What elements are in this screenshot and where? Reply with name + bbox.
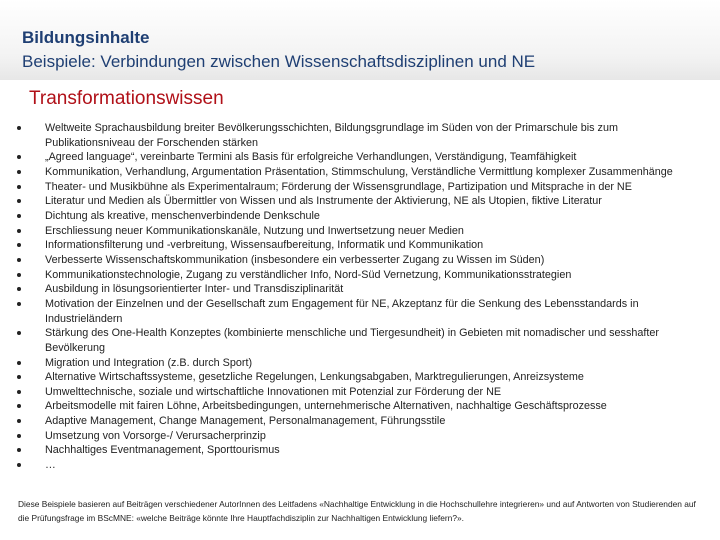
bullet-dot-icon [17,199,21,203]
bullet-dot-icon [17,361,21,365]
bullet-dot-icon [17,302,21,306]
bullet-text: Arbeitsmodelle mit fairen Löhne, Arbeitsbedingungen, unternehmerische Alternativen, nachhaltige Geschäftsprozesse [45,400,607,413]
title-area [0,0,720,80]
bullet-dot-icon [17,170,21,174]
bullet-text: Nachhaltiges Eventmanagement, Sporttourismus [45,444,280,457]
bullet-item [15,253,710,268]
bullet-dot-icon [17,448,21,452]
bullet-item [15,282,710,297]
bullet-item [15,326,710,355]
section-heading: Transformationswissen [29,88,224,109]
bullet-dot-icon [17,229,21,233]
bullet-dot-icon [17,243,21,247]
bullet-item [15,297,710,326]
bullet-item [15,356,710,371]
bullet-dot-icon [17,419,21,423]
bullet-text: Alternative Wirtschaftssysteme, gesetzliche Regelungen, Lenkungsabgaben, Marktregulierungen, Anreizsysteme [45,371,584,384]
bullet-dot-icon [17,434,21,438]
bullet-dot-icon [17,214,21,218]
bullet-item [15,399,710,414]
bullet-dot-icon [17,331,21,335]
bullet-dot-icon [17,126,21,130]
bullet-dot-icon [17,155,21,159]
bullet-item [15,224,710,239]
bullet-text: Dichtung als kreative, menschenverbindende Denkschule [45,209,320,222]
bullet-dot-icon [17,273,21,277]
bullet-item [15,180,710,195]
bullet-text: Kommunikation, Verhandlung, Argumentation Präsentation, Stimmschulung, Verständliche Vermittlung komplexer Zusammenhänge [45,165,673,178]
bullet-dot-icon [17,287,21,291]
bullet-text: „Agreed language“, vereinbarte Termini als Basis für erfolgreiche Verhandlungen, Verständigung, Teamfähigkeit [45,151,577,164]
bullet-dot-icon [17,258,21,262]
bullet-text: … [45,459,56,472]
bullet-text: Umsetzung von Vorsorge-/ Verursacherprinzip [45,429,266,442]
bullet-item [15,414,710,429]
bullet-text: Ausbildung in lösungsorientierter Inter- und Transdisziplinarität [45,283,344,296]
bullet-text: Theater- und Musikbühne als Experimentalraum; Förderung der Wissensgrundlage, Partizipation und Mitsprache in der NE [45,180,632,193]
slide-title: Bildungsinhalte [22,28,150,47]
bullet-text: Migration und Integration (z.B. durch Sport) [45,356,253,369]
bullet-item [15,194,710,209]
bullet-text: Informationsfilterung und -verbreitung, Wissensaufbereitung, Informatik und Kommunikation [45,239,484,252]
bullet-dot-icon [17,404,21,408]
bullet-item [15,165,710,180]
slide-subtitle: Beispiele: Verbindungen zwischen Wissenschaftsdisziplinen und NE [22,52,536,71]
bullet-item [15,370,710,385]
bullet-item [15,268,710,283]
bullet-dot-icon [17,375,21,379]
bullet-text: Erschliessung neuer Kommunikationskanäle, Nutzung und Inwertsetzung neuer Medien [45,224,464,237]
bullet-item [15,429,710,444]
bullet-text: Weltweite Sprachausbildung breiter Bevölkerungsschichten, Bildungsgrundlage im Süden von der Primarschule bis zum Publikationsniveau der Forschenden stärken [45,122,618,149]
bullet-dot-icon [17,185,21,189]
bullet-dot-icon [17,463,21,467]
bullet-text: Umwelttechnische, soziale und wirtschaftliche Innovationen mit Potenzial zur Förderung der NE [45,385,502,398]
bullet-text: Adaptive Management, Change Management, Personalmanagement, Führungsstile [45,415,446,428]
bullet-text: Stärkung des One-Health Konzeptes (kombinierte menschliche und Tiergesundheit) in Gebieten mit nomadischer und sesshafter Bevölkerung [45,327,659,354]
bullet-item [15,209,710,224]
bullet-item [15,458,710,473]
bullet-text: Motivation der Einzelnen und der Gesellschaft zum Engagement für NE, Akzeptanz für die Senkung des Lebensstandards in Industrieländern [45,297,639,325]
bullet-item [15,385,710,400]
bullet-item [15,121,710,150]
bullet-item [15,443,710,458]
footnote: Diese Beispiele basieren auf Beiträgen verschiedener AutorInnen des Leitfadens «Nachhaltige Entwicklung in die Hochschullehre integrieren» und auf Antworten von Studierenden auf die Prüfungsfrage im BScMNE: «welche Beiträge könnte Ihre Hauptfachdisziplin zur Nachhaltigen Entwicklung liefern?». [18,499,696,523]
bullet-item [15,150,710,165]
bullet-dot-icon [17,390,21,394]
bullet-text: Verbesserte Wissenschaftskommunikation (insbesondere ein verbesserter Zugang zu Wissen im Süden) [45,253,545,266]
bullet-list [15,121,710,473]
bullet-text: Literatur und Medien als Übermittler von Wissen und als Instrumente der Aktivierung, NE als Utopien, fiktive Literatur [45,195,602,208]
bullet-item [15,238,710,253]
bullet-text: Kommunikationstechnologie, Zugang zu verständlicher Info, Nord-Süd Vernetzung, Kommunikationsstrategien [45,268,572,281]
